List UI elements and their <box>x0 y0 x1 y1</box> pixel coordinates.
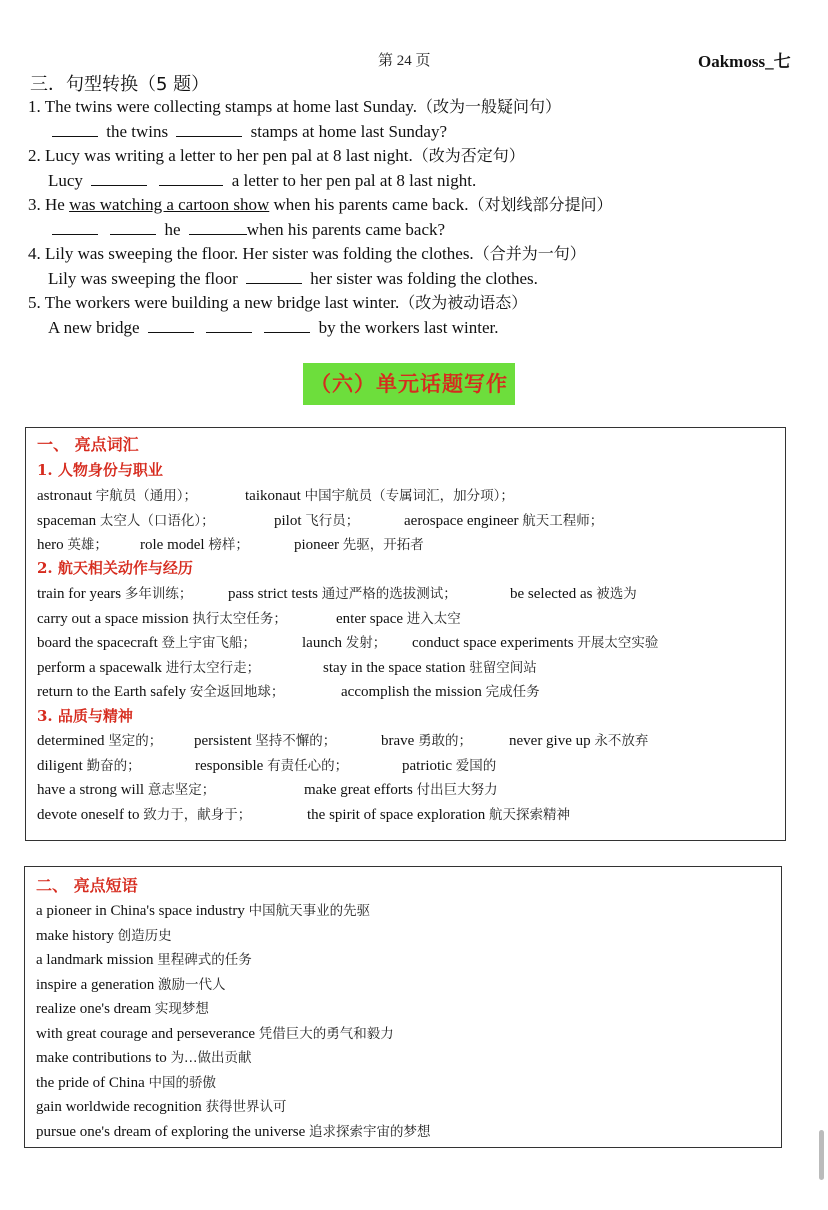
phrase-row: a pioneer in China's space industry 中国航天事业的先驱 <box>36 903 371 919</box>
vocab-row: hero 英雄； role model 榜样； pioneer 先驱，开拓者 <box>37 537 424 553</box>
answer-blank[interactable] <box>246 269 302 284</box>
vocab-title: 一、 亮点词汇 <box>37 435 139 454</box>
phrase-row: with great courage and perseverance 凭借巨大的勇气和毅力 <box>36 1026 394 1042</box>
vocab-row: have a strong will 意志坚定； make great efforts 付出巨大努力 <box>37 782 498 798</box>
answer-line-1: the twins stamps at home last Sunday? <box>48 121 447 143</box>
phrase-row: realize one's dream 实现梦想 <box>36 1001 209 1017</box>
question-1: 1. The twins were collecting stamps at home last Sunday.（改为一般疑问句） <box>28 97 562 116</box>
vocab-row: train for years 多年训练； pass strict tests 通过严格的选拔测试； be selected as 被选为 <box>37 586 637 602</box>
question-2: 2. Lucy was writing a letter to her pen pal at 8 last night.（改为否定句） <box>28 146 525 165</box>
answer-blank[interactable] <box>176 122 242 137</box>
section-banner: （六）单元话题写作 <box>303 363 515 405</box>
answer-blank[interactable] <box>148 318 194 333</box>
answer-line-3: he when his parents came back? <box>48 219 445 241</box>
vocab-row: perform a spacewalk 进行太空行走； stay in the space station 驻留空间站 <box>37 660 537 676</box>
answer-blank[interactable] <box>189 220 247 235</box>
answer-blank[interactable] <box>110 220 156 235</box>
question-3: 3. He was watching a cartoon show when his parents came back.（对划线部分提问） <box>28 195 613 214</box>
vocab-row: determined 坚定的； persistent 坚持不懈的； brave 勇敢的； never give up 永不放弃 <box>37 733 649 749</box>
answer-blank[interactable] <box>52 220 98 235</box>
phrase-row: a landmark mission 里程碑式的任务 <box>36 952 252 968</box>
answer-blank[interactable] <box>206 318 252 333</box>
vocab-row: spaceman 太空人（口语化）； pilot 飞行员； aerospace engineer 航天工程师； <box>37 513 604 529</box>
vocab-subheading-2: 2. 航天相关动作与经历 <box>37 559 193 577</box>
page-number: 第 24 页 <box>378 53 431 69</box>
answer-blank[interactable] <box>264 318 310 333</box>
answer-blank[interactable] <box>91 171 147 186</box>
vocab-subheading-1: 1. 人物身份与职业 <box>37 461 163 479</box>
vocab-row: return to the Earth safely 安全返回地球； accomplish the mission 完成任务 <box>37 684 540 700</box>
vocab-row: board the spacecraft 登上宇宙飞船； launch 发射； conduct space experiments 开展太空实验 <box>37 635 659 651</box>
phrase-row: the pride of China 中国的骄傲 <box>36 1075 216 1091</box>
phrase-row: make history 创造历史 <box>36 928 172 944</box>
vocab-row: carry out a space mission 执行太空任务； enter space 进入太空 <box>37 611 461 627</box>
answer-line-4: Lily was sweeping the floor her sister was folding the clothes. <box>48 269 538 288</box>
vocab-row: devote oneself to 致力于，献身于； the spirit of space exploration 航天探索精神 <box>37 807 571 823</box>
vocab-row: astronaut 宇航员（通用）； taikonaut 中国宇航员（专属词汇，加分项）； <box>37 488 514 504</box>
answer-line-5: A new bridge by the workers last winter. <box>48 318 499 337</box>
answer-line-2: Lucy a letter to her pen pal at 8 last night. <box>48 171 477 190</box>
question-4: 4. Lily was sweeping the floor. Her sister was folding the clothes.（合并为一句） <box>28 244 586 263</box>
question-5: 5. The workers were building a new bridge last winter.（改为被动语态） <box>28 293 528 312</box>
phrase-row: inspire a generation 激励一代人 <box>36 977 226 993</box>
answer-blank[interactable] <box>52 122 98 137</box>
phrase-row: pursue one's dream of exploring the universe 追求探索宇宙的梦想 <box>36 1124 431 1140</box>
phrases-box <box>24 866 782 1148</box>
answer-blank[interactable] <box>159 171 223 186</box>
phrase-row: gain worldwide recognition 获得世界认可 <box>36 1099 287 1115</box>
vocab-box <box>25 427 786 841</box>
section-title: 三．句型转换（5 题） <box>30 74 210 95</box>
phrase-row: make contributions to 为…做出贡献 <box>36 1050 252 1066</box>
phrases-title: 二、 亮点短语 <box>36 876 138 895</box>
scrollbar[interactable] <box>819 1130 824 1180</box>
brand-label: Oakmoss_七 <box>698 52 791 71</box>
vocab-subheading-3: 3. 品质与精神 <box>37 707 133 725</box>
vocab-row: diligent 勤奋的； responsible 有责任心的； patriotic 爱国的 <box>37 758 497 774</box>
